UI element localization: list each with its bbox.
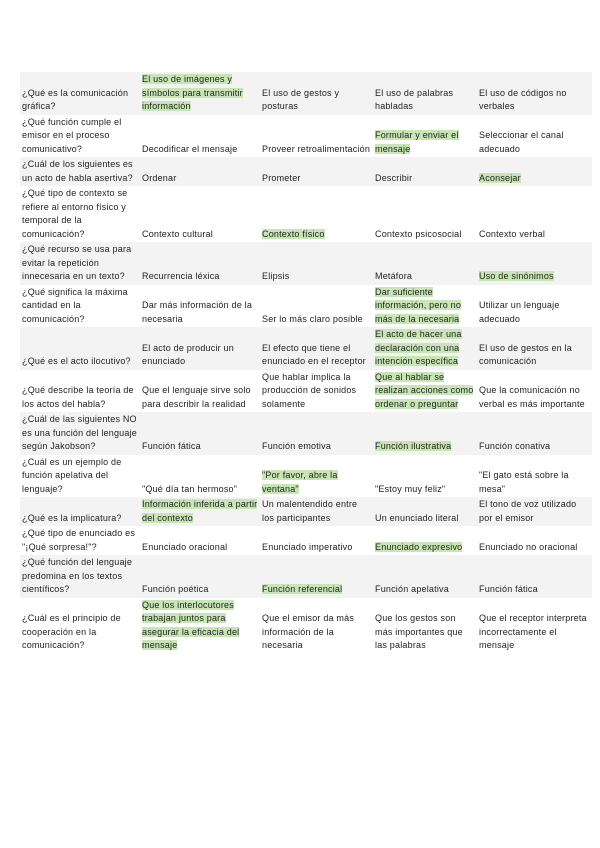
answer-option (373, 555, 477, 598)
question-row (20, 497, 592, 526)
answer-option (477, 327, 592, 370)
question-text: ¿Qué función cumple el emisor en el proceso comunicativo? (22, 116, 122, 154)
quiz-table-body (20, 72, 592, 654)
answer-option (260, 327, 373, 370)
answer-text: Decodificar el mensaje (142, 143, 238, 154)
question-row (20, 455, 592, 498)
answer-option (373, 242, 477, 285)
answer-text: Metáfora (375, 271, 413, 281)
answer-text: Enunciado imperativo (262, 541, 353, 552)
highlighted-answer-text: Uso de sinónimos (479, 271, 554, 281)
answer-option (140, 455, 260, 498)
answer-option (260, 598, 373, 654)
answer-option (477, 598, 592, 654)
answer-option (373, 598, 477, 654)
answer-text: El efecto que tiene el enunciado en el receptor (262, 342, 366, 366)
answer-option (140, 157, 260, 186)
question-row (20, 526, 592, 555)
question-row (20, 555, 592, 598)
answer-option-correct (373, 115, 477, 158)
highlighted-answer-text: Que los interlocutores trabajan juntos para asegurar la eficacia del mensaje (142, 599, 240, 650)
answer-option (477, 285, 592, 328)
answer-text: "Estoy muy feliz" (375, 483, 446, 494)
answer-option (260, 72, 373, 115)
answer-option (260, 412, 373, 455)
question-row (20, 598, 592, 654)
question-text: ¿Cuál es un ejemplo de función apelativa del lenguaje? (22, 456, 122, 494)
answer-text: Utilizar un lenguaje adecuado (479, 300, 560, 324)
answer-option (140, 186, 260, 242)
answer-text: Ser lo más claro posible (262, 313, 363, 324)
highlighted-answer-text: Aconsejar (479, 172, 521, 183)
highlighted-answer-text: Función ilustrativa (375, 441, 452, 451)
question-cell (20, 115, 140, 158)
answer-option-correct (373, 412, 477, 455)
answer-text: Describir (375, 172, 413, 183)
answer-option (260, 526, 373, 555)
answer-text: Que el receptor interpreta incorrectamente el mensaje (479, 613, 587, 650)
question-cell (20, 598, 140, 654)
answer-text: El uso de gestos en la comunicación (479, 342, 572, 366)
question-row (20, 242, 592, 285)
answer-option (477, 412, 592, 455)
answer-text: Contexto verbal (479, 228, 546, 239)
answer-option (140, 555, 260, 598)
answer-text: Un malentendido entre los participantes (262, 499, 358, 523)
answer-text: Un enunciado literal (375, 512, 459, 523)
answer-option-correct (373, 285, 477, 328)
answer-option (477, 115, 592, 158)
question-cell (20, 242, 140, 285)
answer-option (260, 157, 373, 186)
question-text: ¿Cuál es el principio de cooperación en la comunicación? (22, 613, 121, 650)
highlighted-answer-text: Contexto físico (262, 228, 325, 239)
question-row (20, 72, 592, 115)
question-text: ¿Qué es la implicatura? (22, 512, 122, 523)
answer-option-correct (477, 242, 592, 285)
answer-option-correct (260, 186, 373, 242)
answer-text: Dar más información de la necesaria (142, 300, 253, 324)
answer-text: Que la comunicación no verbal es más importante (479, 385, 585, 409)
answer-option-correct (140, 598, 260, 654)
question-cell (20, 412, 140, 455)
answer-option (260, 115, 373, 158)
answer-text: Enunciado oracional (142, 541, 228, 552)
answer-option (477, 526, 592, 555)
answer-text: Elipsis (262, 271, 290, 281)
answer-option (140, 327, 260, 370)
answer-option (477, 72, 592, 115)
answer-text: Que los gestos son más importantes que las palabras (375, 613, 463, 650)
question-row (20, 186, 592, 242)
answer-text: Seleccionar el canal adecuado (479, 130, 564, 154)
answer-option-correct (373, 327, 477, 370)
question-cell (20, 157, 140, 186)
answer-option-correct (140, 497, 260, 526)
answer-text: El uso de códigos no verbales (479, 87, 567, 111)
highlighted-answer-text: El acto de hacer una declaración con una intención específica (375, 329, 462, 366)
answer-text: Que el lenguaje sirve solo para describir la realidad (142, 385, 251, 409)
answer-option (140, 412, 260, 455)
highlighted-answer-text: Formular y enviar el mensaje (375, 130, 459, 154)
answer-text: Proveer retroalimentación (262, 143, 371, 154)
answer-option (260, 370, 373, 413)
answer-text: El acto de producir un enunciado (142, 342, 234, 366)
question-text: ¿Qué es la comunicación gráfica? (22, 87, 129, 111)
answer-text: Función conativa (479, 441, 551, 451)
question-row (20, 157, 592, 186)
answer-text: "Qué día tan hermoso" (142, 483, 238, 494)
answer-option (140, 526, 260, 555)
answer-option (140, 285, 260, 328)
quiz-table (20, 72, 592, 654)
answer-option (477, 555, 592, 598)
answer-text: El uso de palabras habladas (375, 87, 454, 111)
highlighted-answer-text: Información inferida a partir del contexto (142, 499, 258, 523)
question-row (20, 412, 592, 455)
highlighted-answer-text: "Por favor, abre la ventana" (262, 470, 338, 494)
answer-text: El tono de voz utilizado por el emisor (479, 499, 577, 523)
answer-text: Función apelativa (375, 584, 449, 594)
answer-text: Función fática (479, 584, 538, 594)
question-cell (20, 72, 140, 115)
answer-text: Función poética (142, 584, 209, 594)
answer-option (373, 497, 477, 526)
answer-option (260, 497, 373, 526)
question-cell (20, 327, 140, 370)
answer-option (140, 115, 260, 158)
question-cell (20, 497, 140, 526)
answer-option (477, 186, 592, 242)
answer-option-correct (477, 157, 592, 186)
answer-option (140, 370, 260, 413)
answer-option-correct (373, 526, 477, 555)
answer-text: Prometer (262, 172, 301, 183)
answer-text: Que el emisor da más información de la necesaria (262, 613, 355, 650)
answer-text: "El gato está sobre la mesa" (479, 470, 569, 494)
question-cell (20, 370, 140, 413)
question-cell (20, 285, 140, 328)
question-row (20, 285, 592, 328)
answer-option (260, 285, 373, 328)
answer-option (477, 455, 592, 498)
question-cell (20, 186, 140, 242)
question-row (20, 370, 592, 413)
answer-option (477, 370, 592, 413)
answer-option-correct (260, 555, 373, 598)
question-text: ¿Qué tipo de enunciado es "¡Qué sorpresa!"? (22, 528, 136, 552)
answer-text: Ordenar (142, 172, 177, 183)
answer-option (140, 242, 260, 285)
question-cell (20, 526, 140, 555)
highlighted-answer-text: Función referencial (262, 584, 343, 594)
highlighted-answer-text: El uso de imágenes y símbolos para transmitir información (142, 74, 243, 111)
answer-option-correct (140, 72, 260, 115)
answer-text: Que hablar implica la producción de sonidos solamente (262, 371, 357, 409)
answer-option-correct (373, 370, 477, 413)
answer-text: El uso de gestos y posturas (262, 87, 340, 111)
highlighted-answer-text: Que al hablar se realizan acciones como ordenar o preguntar (375, 371, 474, 409)
question-text: ¿Cuál de las siguientes NO es una función del lenguaje según Jakobson? (22, 414, 137, 451)
question-text: ¿Cuál de los siguientes es un acto de habla asertiva? (22, 159, 133, 183)
answer-text: Contexto cultural (142, 228, 213, 239)
question-text: ¿Qué describe la teoría de los actos del habla? (22, 385, 134, 409)
question-text: ¿Qué es el acto ilocutivo? (22, 356, 131, 366)
question-cell (20, 555, 140, 598)
answer-text: Enunciado no oracional (479, 541, 578, 552)
answer-option-correct (260, 455, 373, 498)
question-text: ¿Qué recurso se usa para evitar la repetición innecesaria en un texto? (22, 244, 132, 281)
answer-option (373, 455, 477, 498)
answer-option (373, 72, 477, 115)
answer-text: Función fática (142, 441, 201, 451)
answer-option (373, 157, 477, 186)
highlighted-answer-text: Dar suficiente información, pero no más de la necesaria (375, 286, 462, 324)
answer-option (373, 186, 477, 242)
question-text: ¿Qué tipo de contexto se refiere al entorno físico y temporal de la comunicación? (22, 188, 128, 239)
highlighted-answer-text: Enunciado expresivo (375, 541, 463, 552)
answer-text: Recurrencia léxica (142, 271, 220, 281)
answer-option (260, 242, 373, 285)
answer-option (477, 497, 592, 526)
answer-text: Función emotiva (262, 441, 332, 451)
question-row (20, 327, 592, 370)
question-cell (20, 455, 140, 498)
question-row (20, 115, 592, 158)
answer-text: Contexto psicosocial (375, 228, 462, 239)
question-text: ¿Qué significa la máxima cantidad en la comunicación? (22, 286, 128, 324)
question-text: ¿Qué función del lenguaje predomina en los textos científicos? (22, 557, 133, 594)
